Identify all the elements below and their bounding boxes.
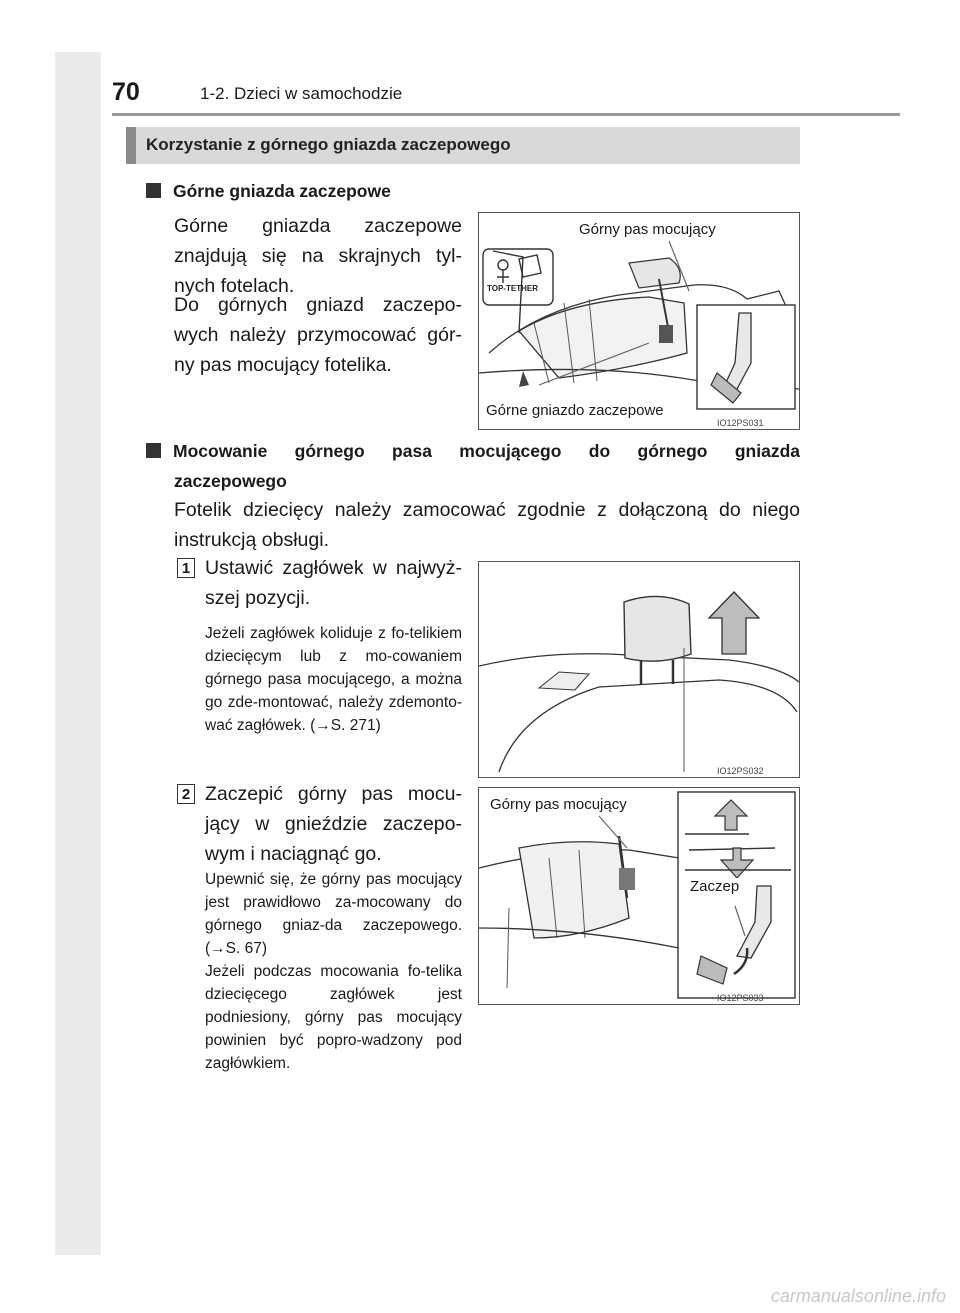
figure-headrest-raise bbox=[478, 561, 800, 778]
figure-code: IO12PS031 bbox=[717, 418, 764, 428]
figure-tether-hook bbox=[478, 787, 800, 1005]
step2-page-ref: S. 67) bbox=[225, 940, 268, 957]
step2-note-1 bbox=[205, 868, 462, 960]
item2-heading-line-2: zaczepowego bbox=[174, 471, 287, 491]
header-rule bbox=[112, 113, 900, 116]
page-number: 70 bbox=[112, 78, 140, 106]
step2-note-2: Jeżeli podczas mocowania fo-telika dziecięcego zagłówek jest podniesiony, górny pas mocujący powinien być popro-wadzony pod zagłówkiem. bbox=[205, 963, 462, 1072]
watermark: carmanualsonline.info bbox=[770, 1286, 946, 1306]
chapter-title: 1-2. Dzieci w samochodzie bbox=[200, 84, 403, 103]
step2-instruction: Zaczepić górny pas mocu-jący w gnieździe zaczepo-wym i naciągnąć go. bbox=[205, 783, 462, 865]
step1-page-ref: S. 271) bbox=[330, 717, 381, 734]
seat-illustration-3 bbox=[479, 788, 799, 1004]
step-number-2: 2 bbox=[177, 784, 195, 804]
item1-heading bbox=[146, 176, 391, 206]
seat-illustration-2 bbox=[479, 562, 799, 777]
item2-heading-line-1: Mocowanie górnego pasa mocującego do górnego gniazda bbox=[173, 441, 800, 461]
arrow-right-icon: → bbox=[315, 717, 331, 734]
label-top-strap: Górny pas mocujący bbox=[487, 796, 630, 813]
figure-code: IO12PS032 bbox=[717, 766, 764, 776]
label-hook: Zaczep bbox=[687, 878, 742, 895]
top-tether-badge-text: TOP-TETHER bbox=[487, 284, 538, 293]
figure-code: IO12PS033 bbox=[717, 993, 764, 1003]
square-bullet-icon bbox=[146, 443, 161, 458]
side-strip bbox=[55, 52, 101, 1255]
step2-note-text: Upewnić się, że górny pas mocujący jest prawidłowo za-mocowany do górnego gniaz-da zaczepowego. ( bbox=[205, 871, 462, 957]
item1-heading-text: Górne gniazda zaczepowe bbox=[173, 181, 391, 201]
arrow-right-icon: → bbox=[210, 940, 226, 957]
step1-note bbox=[205, 622, 462, 737]
square-bullet-icon bbox=[146, 183, 161, 198]
item2-intro: Fotelik dziecięcy należy zamocować zgodnie z dołączoną do niego instrukcją obsługi. bbox=[174, 499, 800, 551]
item1-paragraph-2: Do górnych gniazd zaczepo-wych należy przymocować gór-ny pas mocujący fotelika. bbox=[174, 294, 462, 376]
step1-instruction: Ustawić zagłówek w najwyż-szej pozycji. bbox=[205, 557, 462, 609]
seat-illustration-1 bbox=[479, 213, 799, 429]
item2-heading bbox=[146, 436, 800, 466]
step1-note-text: Jeżeli zagłówek koliduje z fo-telikiem dziecięcym lub z mo-cowaniem górnego pasa mocującego, a można go zde-montować, należy zdemonto-wać zagłówek. ( bbox=[205, 625, 462, 734]
figure-top-tether-anchor bbox=[478, 212, 800, 430]
label-anchor: Górne gniazdo zaczepowe bbox=[483, 402, 667, 419]
item1-paragraph-1: Górne gniazda zaczepowe znajdują się na skrajnych tyl-nych fotelach. bbox=[174, 215, 462, 297]
section-heading bbox=[126, 127, 800, 164]
section-title: Korzystanie z górnego gniazda zaczepowego bbox=[146, 135, 511, 154]
label-top-strap: Górny pas mocujący bbox=[576, 221, 719, 238]
step-number-1: 1 bbox=[177, 558, 195, 578]
